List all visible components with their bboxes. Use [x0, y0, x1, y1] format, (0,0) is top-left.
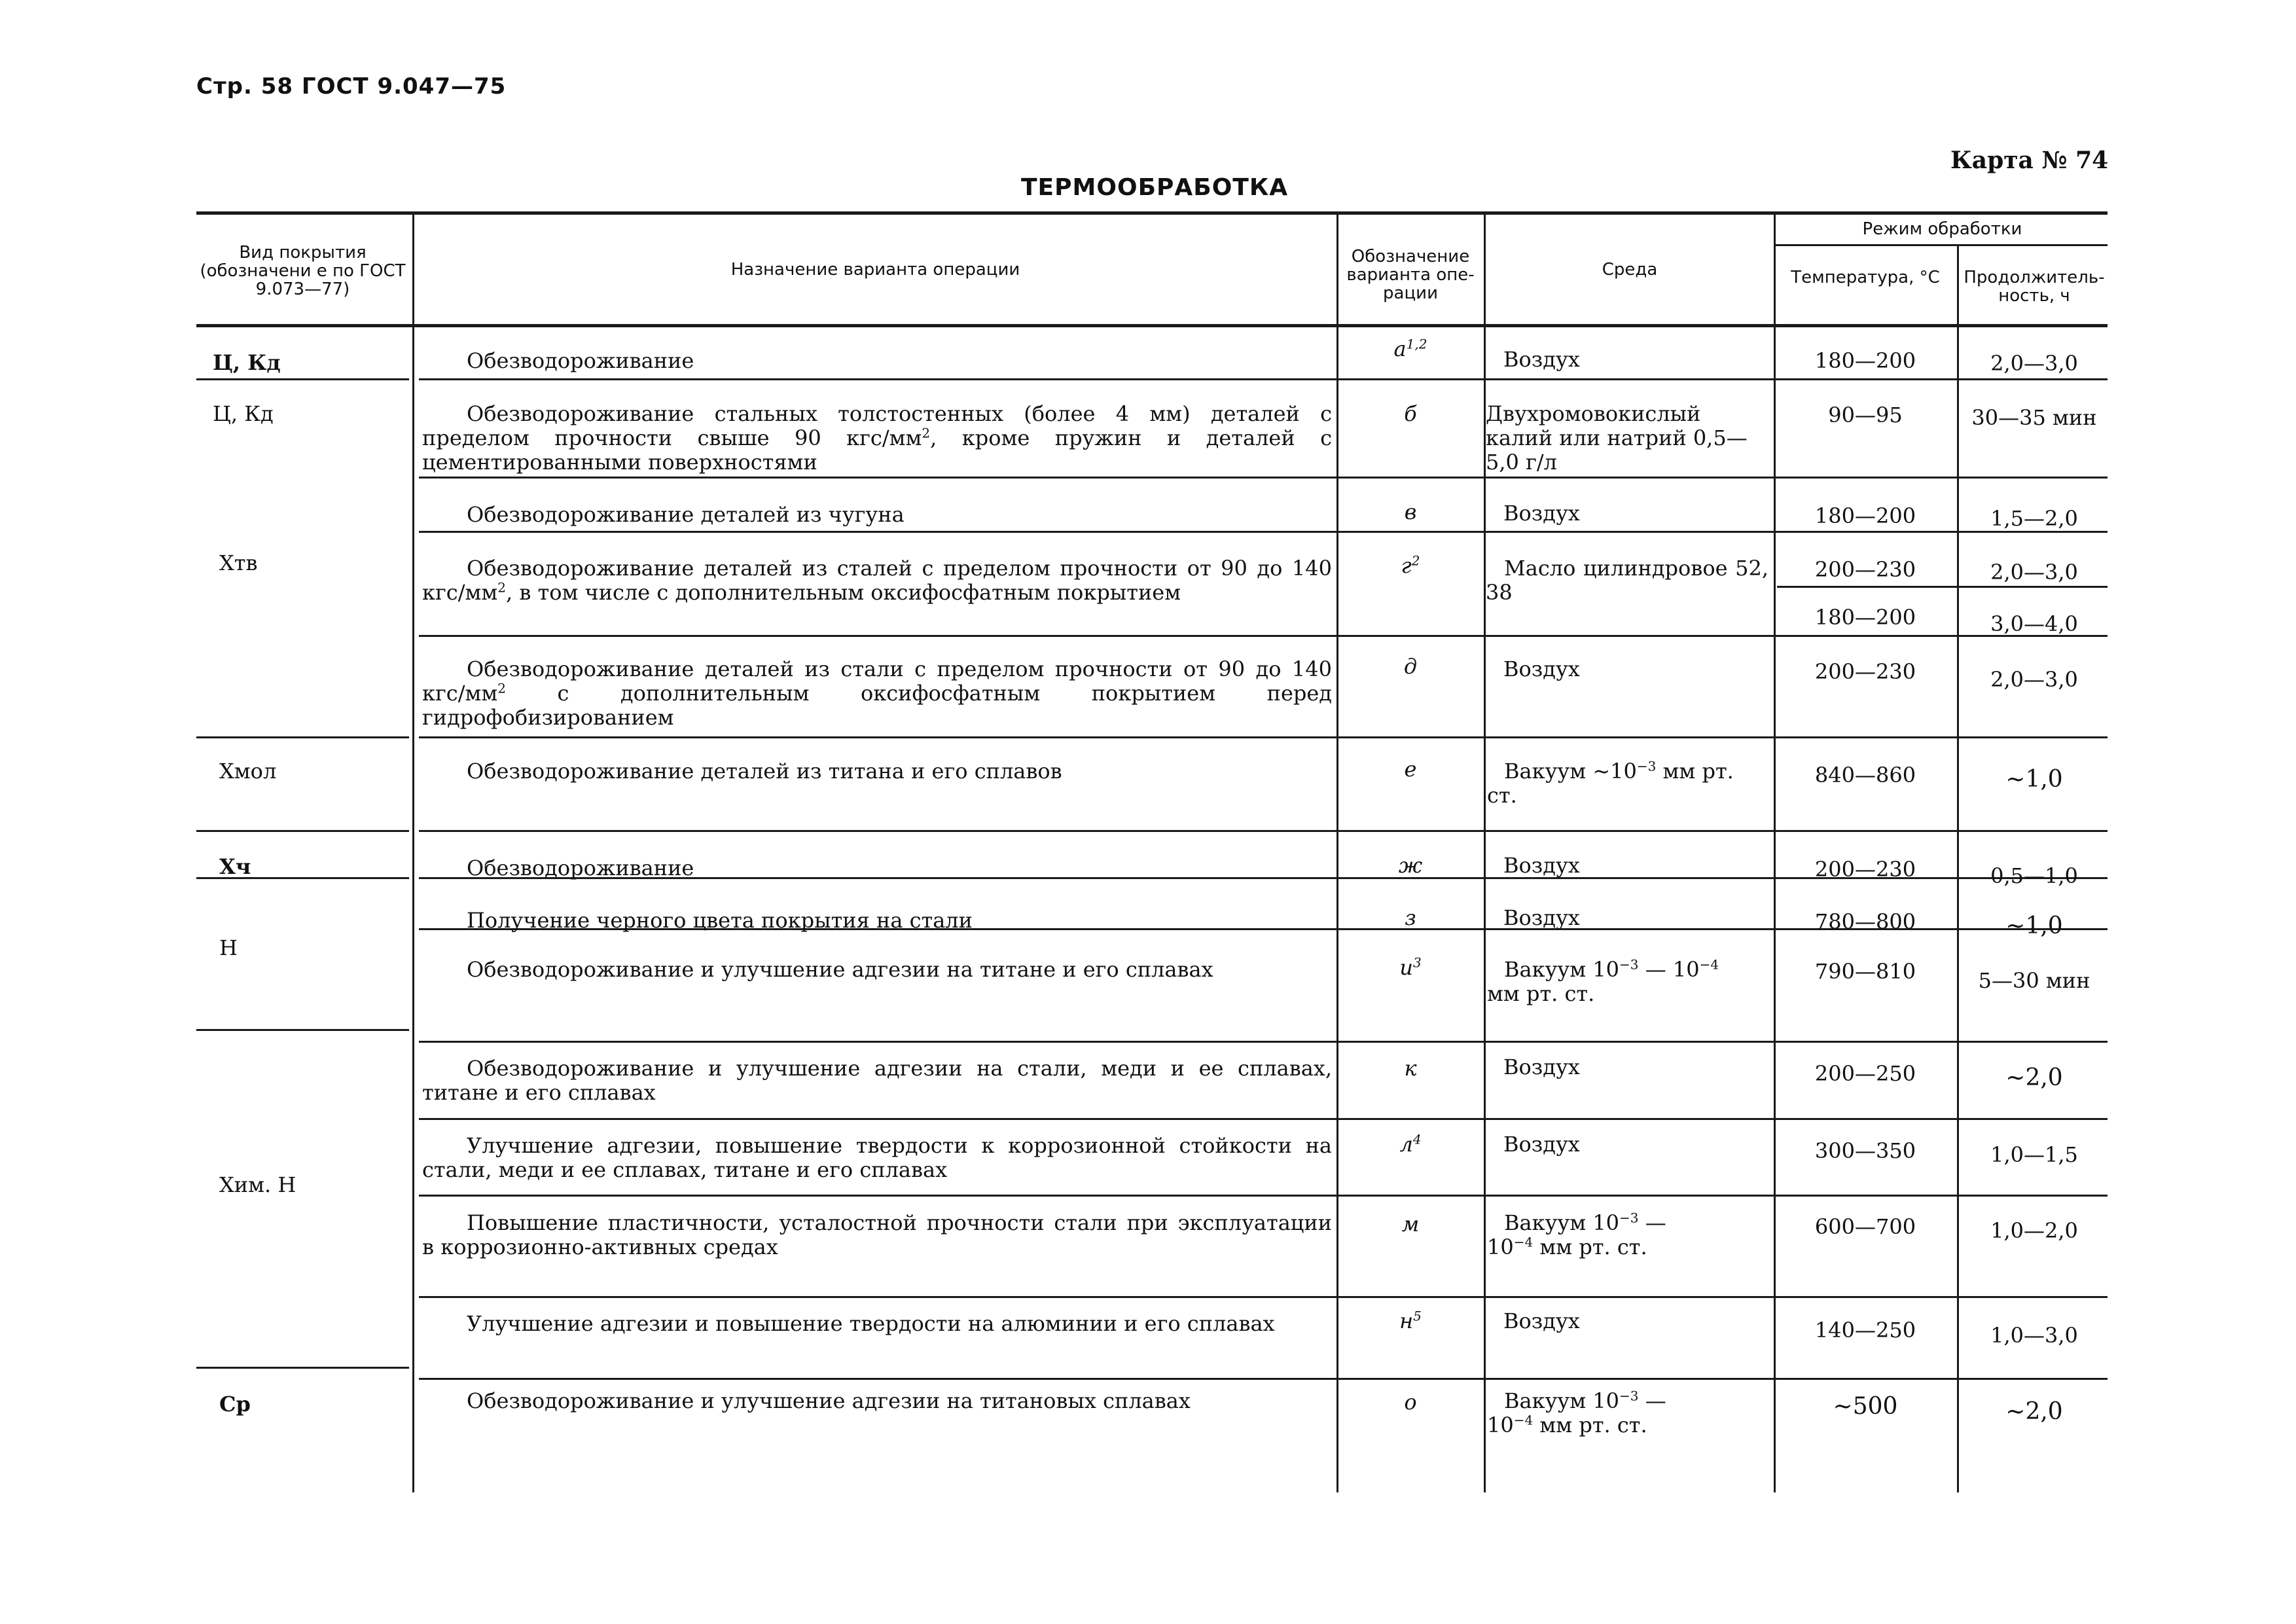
coating-label: Хтв: [219, 550, 258, 575]
duration-cell: 1,0—3,0: [1990, 1323, 2078, 1348]
medium-cell: Масло цилиндровое 52, 38: [1486, 556, 1768, 605]
row-rule: [419, 1118, 2108, 1120]
column-header-temperature: Температура, °С: [1791, 268, 1940, 287]
temperature-cell: 200—230: [1814, 557, 1916, 582]
temperature-cell: 600—700: [1814, 1214, 1916, 1239]
temperature-cell: 200—230: [1814, 659, 1916, 684]
header-divider: [1957, 246, 1959, 324]
temperature-cell: 300—350: [1814, 1138, 1916, 1163]
duration-cell: 0,5—1,0: [1990, 863, 2078, 888]
medium-cell: Воздух: [1503, 657, 1580, 681]
medium-cell: Воздух: [1503, 853, 1580, 878]
temperature-cell: 790—810: [1814, 959, 1916, 984]
purpose-cell: Обезводороживание: [467, 856, 694, 880]
purpose-cell: Улучшение адгезии и повышение твердости на алюминии и его сплавах: [467, 1311, 1275, 1336]
purpose-cell: Обезводороживание и улучшение адгезии на титановых сплавах: [467, 1388, 1191, 1413]
temperature-cell: 180—200: [1814, 605, 1916, 630]
header-divider: [1774, 215, 1776, 324]
header-divider: [1484, 215, 1486, 324]
row-rule: [419, 1296, 2108, 1298]
duration-cell: ~2,0: [2005, 1398, 2063, 1425]
medium-cell: Воздух: [1503, 905, 1580, 930]
temperature-cell: 200—230: [1814, 857, 1916, 882]
medium-cell: Вакуум $10^{-3}$ — $10^{-4}$ мм рт. ст.: [1487, 1210, 1666, 1259]
header-divider: [412, 215, 414, 324]
row-rule: [419, 477, 2108, 478]
column-divider: [412, 327, 414, 1492]
purpose-cell: Получение черного цвета покрытия на стали: [467, 908, 973, 933]
column-divider: [1484, 327, 1486, 1492]
row-rule: [1777, 586, 2108, 588]
coating-label: Н: [219, 935, 238, 960]
column-header-purpose: Назначение варианта операции: [730, 260, 1020, 280]
purpose-cell: Обезводороживание деталей из титана и его сплавов: [467, 759, 1062, 784]
column-divider: [1336, 327, 1338, 1492]
column-header-coating: Вид покрытия (обозначени е по ГОСТ 9.073—77): [200, 243, 406, 299]
temperature-cell: 140—250: [1814, 1318, 1916, 1343]
medium-cell: Вакуум $10^{-3}$ — $10^{-4}$ мм рт. ст.: [1487, 956, 1719, 1006]
designation-cell: $и^3$: [1399, 954, 1422, 980]
duration-cell: ~1,0: [2005, 766, 2063, 793]
group-rule: [196, 1029, 409, 1031]
duration-cell: 30—35 мин: [1971, 405, 2097, 430]
medium-cell: Вакуум $\sim 10^{-3}$ мм рт. ст.: [1487, 758, 1734, 808]
medium-cell: Вакуум $10^{-3}$ — $10^{-4}$ мм рт. ст.: [1487, 1388, 1666, 1437]
column-header-medium: Среда: [1602, 260, 1658, 280]
mode-group-rule: [1774, 244, 2108, 246]
designation-cell: з: [1405, 905, 1416, 930]
duration-cell: 1,0—2,0: [1990, 1218, 2078, 1243]
header-divider: [1336, 215, 1338, 324]
row-rule: [419, 830, 2108, 832]
medium-cell: Воздух: [1503, 1308, 1580, 1333]
group-rule: [196, 378, 409, 380]
duration-cell: 5—30 мин: [1978, 968, 2090, 993]
temperature-cell: 780—800: [1814, 909, 1916, 934]
row-rule: [419, 1378, 2108, 1380]
temperature-cell: 180—200: [1814, 348, 1916, 373]
purpose-cell: Обезводороживание и улучшение адгезии на титане и его сплавах: [467, 957, 1213, 982]
designation-cell: м: [1401, 1212, 1420, 1236]
medium-cell: Воздух: [1503, 347, 1580, 372]
purpose-cell: Обезводороживание деталей из сталей с пределом прочности от 90 до 140 кгс/$мм^2$, в том числе с дополнительным оксифосфатным покрытием: [422, 556, 1332, 605]
designation-cell: д: [1403, 654, 1418, 679]
medium-cell: Воздух: [1503, 1132, 1580, 1157]
designation-cell: $л^4$: [1399, 1131, 1422, 1157]
duration-cell: ~1,0: [2005, 912, 2063, 939]
coating-label: Хмол: [219, 759, 277, 784]
designation-cell: е: [1404, 757, 1417, 782]
row-rule: [419, 378, 2108, 380]
group-rule: [196, 736, 409, 738]
coating-label: Хим. Н: [219, 1172, 296, 1197]
column-header-designation: Обозначение варианта опе- рации: [1346, 247, 1475, 303]
temperature-cell: 840—860: [1814, 763, 1916, 787]
temperature-cell: 200—250: [1814, 1061, 1916, 1086]
temperature-cell: ~500: [1833, 1393, 1898, 1420]
row-rule: [419, 1195, 2108, 1197]
group-rule: [196, 1367, 409, 1369]
duration-cell: 2,0—3,0: [1990, 351, 2078, 376]
purpose-cell: Обезводороживание стальных толстостенных (более 4 мм) деталей с пределом прочности свыше 90 кгс/$мм^2$, кроме пружин и деталей с цементированными поверхностями: [422, 401, 1332, 475]
column-header-mode: Режим обработки: [1862, 219, 2022, 239]
group-rule: [196, 830, 409, 832]
temperature-cell: 90—95: [1828, 403, 1903, 427]
duration-cell: 1,0—1,5: [1990, 1142, 2078, 1167]
row-rule: [419, 736, 2108, 738]
header-bottom-rule: [196, 324, 2108, 327]
designation-cell: $н^5$: [1399, 1308, 1422, 1333]
temperature-cell: 180—200: [1814, 503, 1916, 528]
purpose-cell: Обезводороживание: [467, 348, 694, 373]
coating-label: Ц, Кд: [213, 350, 281, 375]
medium-cell: Воздух: [1503, 501, 1580, 526]
purpose-cell: Обезводороживание деталей из чугуна: [467, 502, 905, 527]
coating-label: Хч: [219, 854, 251, 879]
row-rule: [419, 1041, 2108, 1043]
column-divider: [1774, 327, 1776, 1492]
designation-cell: в: [1404, 499, 1417, 524]
designation-cell: $г^2$: [1401, 552, 1420, 578]
document-title: ТЕРМООБРАБОТКА: [1021, 174, 1289, 201]
purpose-cell: Улучшение адгезии, повышение твердости к коррозионной стойкости на стали, меди и ее сплавах, титане и его сплавах: [422, 1133, 1332, 1182]
duration-cell: 3,0—4,0: [1990, 611, 2078, 636]
medium-cell: Двухромовокислый калий или натрий 0,5—5,0 г/л: [1486, 401, 1748, 475]
designation-cell: ж: [1398, 853, 1423, 878]
row-rule: [419, 531, 2108, 533]
purpose-cell: Обезводороживание деталей из стали с пределом прочности от 90 до 140 кгс/$мм^2$ с дополнительным оксифосфатным покрытием перед гидрофобизированием: [422, 657, 1332, 730]
duration-cell: 2,0—3,0: [1990, 667, 2078, 692]
page-reference: Стр. 58 ГОСТ 9.047—75: [196, 73, 507, 99]
duration-cell: 1,5—2,0: [1990, 506, 2078, 531]
purpose-cell: Обезводороживание и улучшение адгезии на стали, меди и ее сплавах, титане и его сплавах: [422, 1056, 1332, 1105]
medium-cell: Воздух: [1503, 1055, 1580, 1079]
coating-label: Ср: [219, 1392, 251, 1416]
duration-cell: ~2,0: [2005, 1064, 2063, 1091]
designation-cell: о: [1404, 1390, 1417, 1415]
card-number: Карта № 74: [1950, 147, 2109, 174]
duration-cell: 2,0—3,0: [1990, 560, 2078, 585]
designation-cell: $а^{1,2}$: [1393, 336, 1427, 361]
row-rule: [419, 635, 2108, 637]
column-header-duration: Продолжитель- ность, ч: [1964, 268, 2105, 306]
coating-label: Ц, Кд: [213, 401, 274, 426]
table-top-rule: [196, 211, 2108, 215]
designation-cell: б: [1404, 401, 1417, 426]
designation-cell: к: [1404, 1056, 1417, 1081]
purpose-cell: Повышение пластичности, усталостной прочности стали при эксплуатации в коррозионно-активных средах: [422, 1210, 1332, 1259]
column-divider: [1957, 327, 1959, 1492]
